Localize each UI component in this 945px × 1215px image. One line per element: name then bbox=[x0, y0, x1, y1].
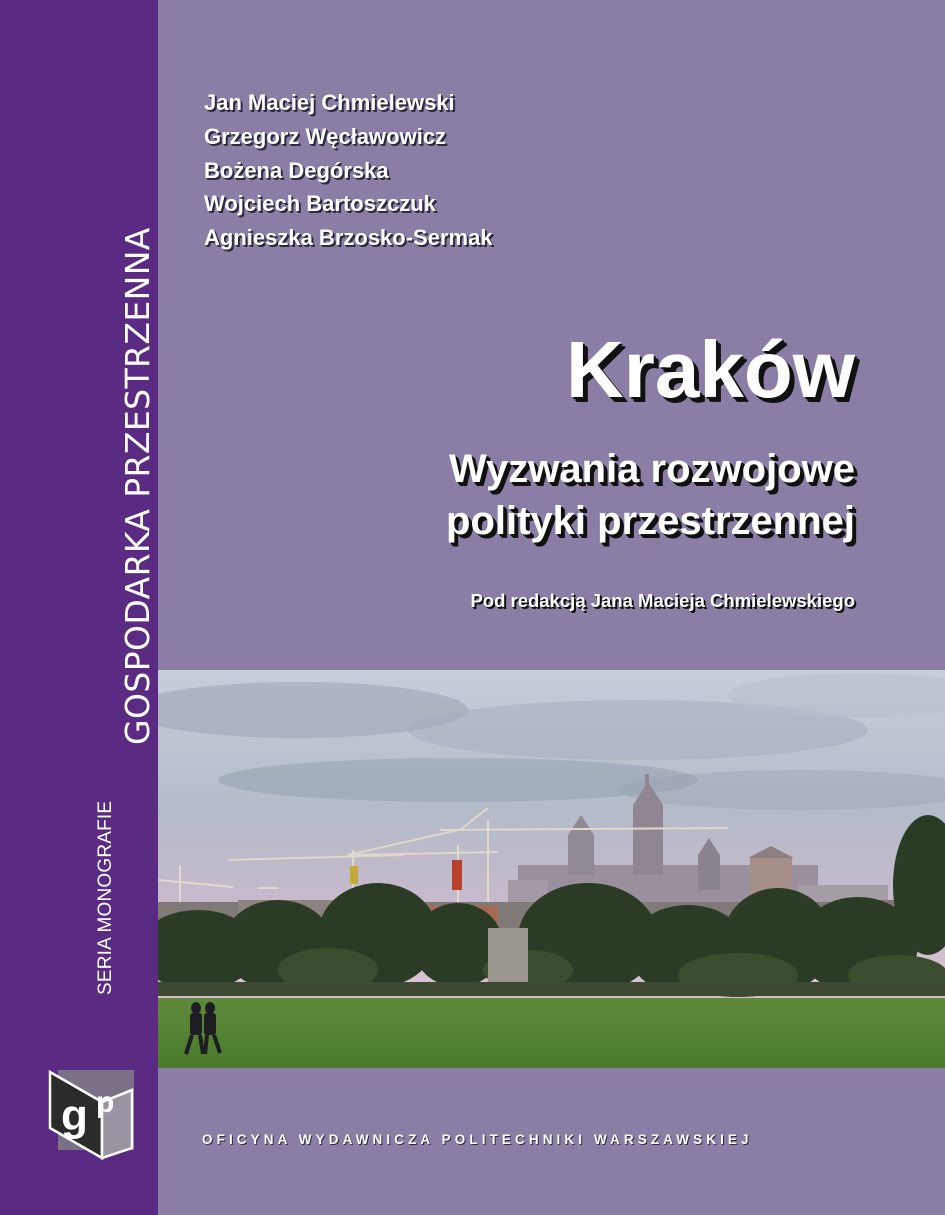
book-title: Kraków bbox=[566, 325, 855, 414]
publisher-logo bbox=[46, 1068, 136, 1160]
editor-credit: Pod redakcją Jana Macieja Chmielewskiego bbox=[470, 590, 855, 611]
title-block bbox=[255, 325, 855, 415]
series-title: GOSPODARKA PRZESTRZENNA bbox=[118, 227, 157, 745]
spine-band bbox=[0, 0, 158, 1215]
cover-photo bbox=[158, 670, 945, 1068]
subtitle-line-2: polityki przestrzennej bbox=[446, 499, 855, 543]
author-name: Jan Maciej Chmielewski bbox=[204, 90, 455, 115]
author-name: Wojciech Bartoszczuk bbox=[204, 191, 436, 217]
author-name: Bożena Degórska bbox=[204, 157, 389, 183]
author-name: Agnieszka Brzosko-Sermak bbox=[204, 225, 493, 251]
book-subtitle bbox=[255, 443, 855, 547]
author-name: Grzegorz Węcławowicz bbox=[204, 123, 447, 149]
series-label: SERIA MONOGRAFIE bbox=[95, 800, 116, 995]
publisher-name: OFICYNA WYDAWNICZA POLITECHNIKI WARSZAWSKIEJ bbox=[202, 1132, 753, 1147]
authors-list bbox=[204, 86, 493, 255]
svg-text:p: p bbox=[96, 1086, 115, 1119]
svg-text:g: g bbox=[61, 1091, 88, 1140]
subtitle-line-1: Wyzwania rozwojowe bbox=[449, 447, 855, 491]
